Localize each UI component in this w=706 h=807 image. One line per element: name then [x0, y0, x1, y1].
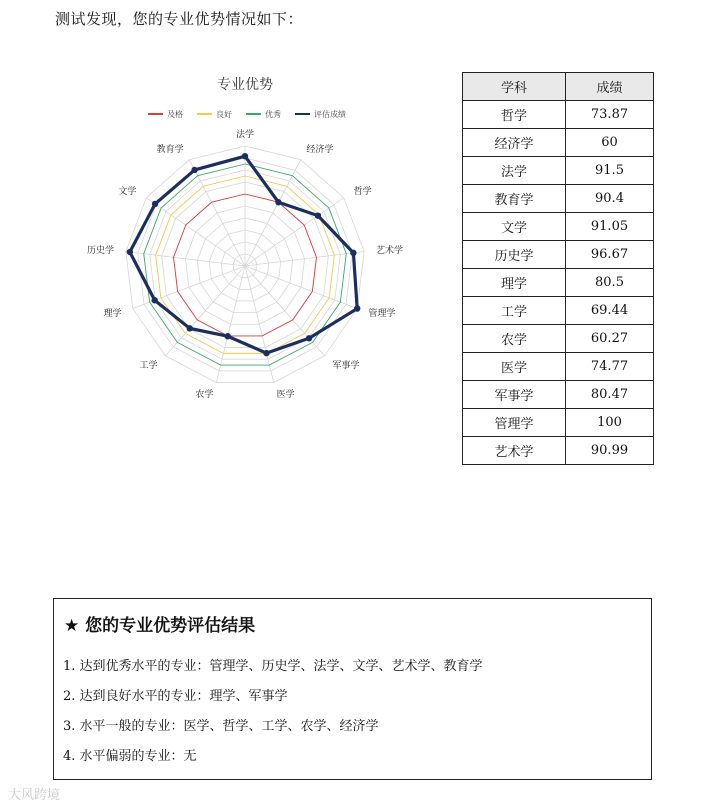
table-row — [463, 213, 654, 241]
result-box — [53, 598, 652, 780]
subject-cell: 医学 — [463, 353, 566, 381]
legend-label: 优秀 — [265, 110, 281, 119]
score-cell: 96.67 — [566, 241, 654, 269]
score-cell: 100 — [566, 409, 654, 437]
subject-cell: 艺术学 — [463, 437, 566, 465]
score-cell: 91.5 — [566, 157, 654, 185]
table-row — [463, 129, 654, 157]
score-cell: 80.5 — [566, 269, 654, 297]
table-row — [463, 269, 654, 297]
chart-title: 专业优势 — [217, 77, 273, 93]
result-item: 3. 水平一般的专业：医学、哲学、工学、农学、经济学 — [63, 719, 379, 734]
data-point — [242, 153, 248, 159]
subject-cell: 工学 — [463, 297, 566, 325]
table-row — [463, 157, 654, 185]
table-header-row — [463, 73, 654, 101]
table-row — [463, 325, 654, 353]
subject-cell: 法学 — [463, 157, 566, 185]
axis-label: 艺术学 — [376, 246, 404, 257]
score-cell: 69.44 — [566, 297, 654, 325]
data-point — [224, 333, 230, 339]
data-point — [187, 325, 193, 331]
subject-cell: 军事学 — [463, 381, 566, 409]
result-title: ★ 您的专业优势评估结果 — [64, 616, 256, 636]
result-list — [63, 659, 483, 779]
intro-text: 测试发现，您的专业优势情况如下： — [55, 10, 304, 28]
radar-chart — [60, 62, 440, 422]
subject-cell: 经济学 — [463, 129, 566, 157]
axis-label: 历史学 — [86, 246, 114, 257]
data-point — [127, 249, 133, 255]
axis-label: 理学 — [103, 308, 122, 319]
subject-cell: 教育学 — [463, 185, 566, 213]
table-row — [463, 297, 654, 325]
axis-label: 农学 — [195, 390, 214, 401]
data-point — [263, 350, 269, 356]
data-point — [191, 167, 197, 173]
axis-label: 军事学 — [332, 360, 360, 371]
score-cell: 74.77 — [566, 353, 654, 381]
subject-cell: 历史学 — [463, 241, 566, 269]
axis-label: 工学 — [139, 360, 158, 371]
legend-label: 评估成绩 — [314, 110, 346, 119]
axis-label: 哲学 — [353, 187, 372, 198]
axis-label: 文学 — [118, 187, 137, 198]
table-header-score: 成绩 — [566, 73, 654, 101]
table-row — [463, 381, 654, 409]
watermark: 大风跨境 — [8, 788, 61, 803]
result-item: 1. 达到优秀水平的专业：管理学、历史学、法学、文学、艺术学、教育学 — [63, 659, 483, 674]
result-item: 2. 达到良好水平的专业：理学、军事学 — [63, 689, 288, 704]
data-point — [315, 212, 321, 218]
score-cell: 60.27 — [566, 325, 654, 353]
score-table — [462, 72, 654, 465]
legend-label: 良好 — [216, 110, 232, 119]
score-cell: 73.87 — [566, 101, 654, 129]
table-row — [463, 241, 654, 269]
data-point — [275, 199, 281, 205]
axis-label: 管理学 — [368, 308, 396, 319]
score-cell: 90.4 — [566, 185, 654, 213]
score-cell: 60 — [566, 129, 654, 157]
axis-label: 法学 — [235, 130, 255, 140]
radar-chart-svg — [60, 62, 440, 422]
table-header-subject: 学科 — [463, 73, 566, 101]
data-point — [306, 335, 312, 341]
score-cell: 90.99 — [566, 437, 654, 465]
data-point — [151, 297, 157, 303]
subject-cell: 理学 — [463, 269, 566, 297]
table-row — [463, 185, 654, 213]
result-item: 4. 水平偏弱的专业：无 — [63, 749, 197, 764]
subject-cell: 哲学 — [463, 101, 566, 129]
data-point — [350, 250, 356, 256]
table-row — [463, 353, 654, 381]
table-row — [463, 409, 654, 437]
subject-cell: 农学 — [463, 325, 566, 353]
axis-label: 医学 — [276, 390, 295, 401]
data-point — [152, 201, 158, 207]
axis-label: 教育学 — [156, 145, 184, 156]
axis-label: 经济学 — [306, 145, 334, 156]
subject-cell: 文学 — [463, 213, 566, 241]
table-row — [463, 101, 654, 129]
score-cell: 91.05 — [566, 213, 654, 241]
subject-cell: 管理学 — [463, 409, 566, 437]
table-row — [463, 437, 654, 465]
legend-label: 及格 — [167, 110, 183, 119]
score-cell: 80.47 — [566, 381, 654, 409]
data-point — [354, 305, 360, 311]
